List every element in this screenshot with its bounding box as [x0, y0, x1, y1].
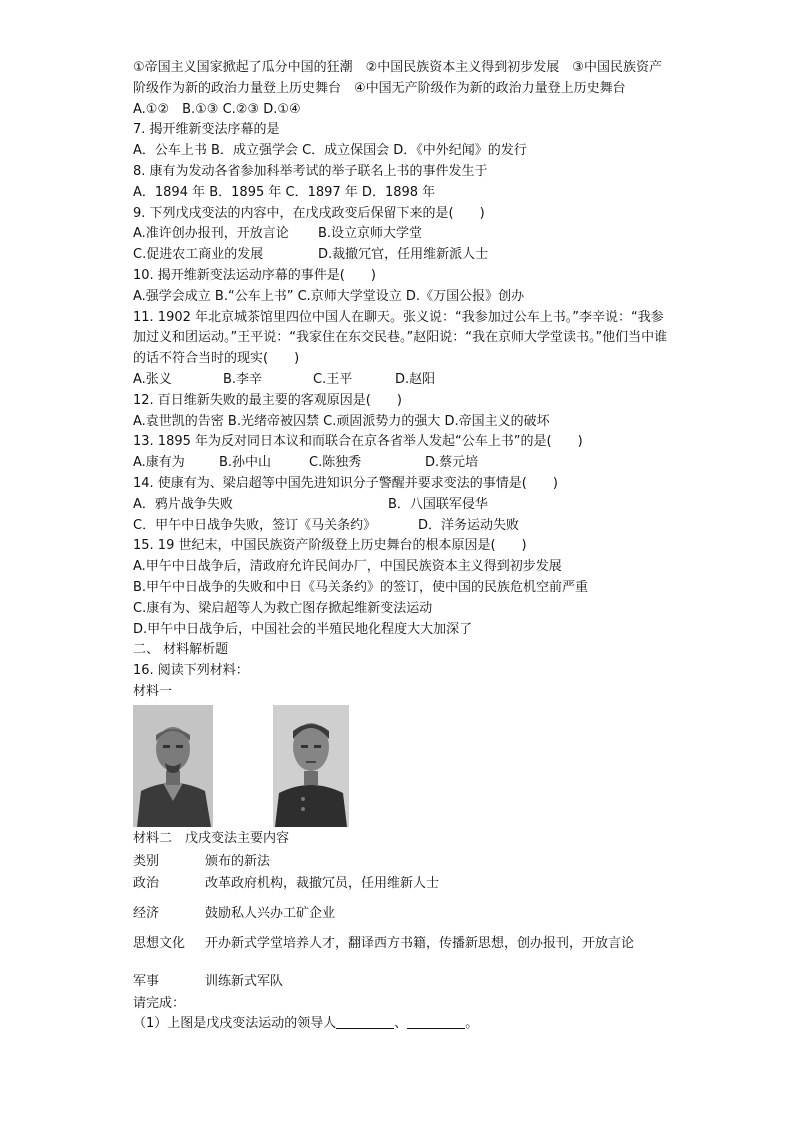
portrait-right-image — [273, 705, 349, 827]
q15-option-d: D.甲午中日战争后，中国社会的半殖民地化程度大大加深了 — [133, 621, 473, 637]
q13-option-c: C.陈独秀 — [309, 455, 362, 471]
material1-label: 材料一 — [133, 683, 173, 699]
document-page — [133, 58, 673, 1035]
table-cell-category: 政治 — [133, 875, 160, 891]
table-row — [133, 972, 673, 994]
table-row — [133, 934, 673, 972]
table-header-row — [133, 852, 673, 874]
table-row — [133, 874, 673, 904]
q14-stem: 14. 使康有为、梁启超等中国先进知识分子警醒并要求变法的事情是( ) — [133, 475, 558, 491]
q11-option-b: B.李辛 — [223, 371, 263, 387]
table-cell-category: 军事 — [133, 973, 160, 989]
q7-stem: 7. 揭开维新变法序幕的是 — [133, 122, 280, 138]
portrait-photo-left — [133, 705, 213, 827]
q16-sub1 — [133, 1014, 673, 1035]
instruction-label: 请完成： — [133, 995, 186, 1011]
answer-blank-1[interactable] — [336, 1014, 394, 1029]
table-row — [133, 904, 673, 934]
q11-options — [133, 370, 673, 391]
section-heading: 二、 材料解析题 — [133, 642, 229, 658]
material2-label: 材料二 戊戌变法主要内容 — [133, 830, 290, 846]
table-header-category: 类别 — [133, 853, 160, 869]
q7-options: A．公车上书 B．成立强学会 C．成立保国会 D．《中外纪闻》的发行 — [133, 143, 527, 159]
q9-option-c: C.促进农工商业的发展 — [133, 247, 264, 263]
q8-options: A．1894 年 B．1895 年 C．1897 年 D．1898 年 — [133, 184, 436, 200]
q8-stem: 8. 康有为发动各省参加科举考试的举子联名上书的事件发生于 — [133, 163, 488, 179]
q15-option-b: B.甲午中日战争的失败和中日《马关条约》的签订，使中国的民族危机空前严重 — [133, 579, 589, 595]
q15-option-c: C.康有为、梁启超等人为救亡图存掀起维新变法运动 — [133, 600, 433, 616]
table-cell-category: 经济 — [133, 905, 160, 921]
q13-option-a: A.康有为 — [133, 455, 185, 471]
q9-options-row2 — [133, 245, 673, 266]
table-cell-content: 训练新式军队 — [205, 973, 284, 989]
portrait-photo-right — [273, 705, 349, 827]
q6-options: A.①② B.①③ C.②③ D.①④ — [133, 101, 301, 117]
q16-sub1-separator: 、 — [394, 1016, 408, 1032]
q11-option-c: C.王平 — [313, 371, 353, 387]
q15-stem: 15. 19 世纪末，中国民族资产阶级登上历史舞台的根本原因是( ) — [133, 538, 527, 554]
q14-option-d: D．洋务运动失败 — [418, 517, 520, 533]
reform-content-table — [133, 852, 673, 994]
q11-option-d: D.赵阳 — [395, 371, 436, 387]
q9-option-b: B.设立京师大学堂 — [318, 226, 423, 242]
q15-option-a: A.甲午中日战争后，清政府允许民间办厂，中国民族资本主义得到初步发展 — [133, 559, 562, 575]
q11-option-a: A.张义 — [133, 371, 172, 387]
q13-option-b: B.孙中山 — [219, 455, 272, 471]
q10-options: A.强学会成立 B.“公车上书” C.京师大学堂设立 D.《万国公报》创办 — [133, 288, 525, 304]
q14-options-row2 — [133, 516, 673, 537]
table-cell-category: 思想文化 — [133, 935, 186, 951]
q16-sub1-text: （1）上图是戊戌变法运动的领导人 — [133, 1016, 337, 1032]
q14-option-b: B．八国联军侵华 — [388, 496, 488, 512]
portrait-left-image — [133, 705, 213, 827]
table-cell-content: 鼓励私人兴办工矿企业 — [205, 905, 336, 921]
q14-option-c: C．甲午中日战争失败，签订《马关条约》 — [133, 517, 377, 533]
q13-options — [133, 453, 673, 474]
q9-stem: 9. 下列戊戌变法的内容中，在戊戌政变后保留下来的是( ) — [133, 205, 485, 221]
q10-stem: 10. 揭开维新变法运动序幕的事件是( ) — [133, 267, 376, 283]
q9-option-a: A.准许创办报刊，开放言论 — [133, 226, 289, 242]
q9-options-row1 — [133, 224, 673, 245]
q12-options: A.袁世凯的告密 B.光绪帝被囚禁 C.顽固派势力的强大 D.帝国主义的破坏 — [133, 413, 550, 429]
q16-stem: 16. 阅读下列材料： — [133, 663, 249, 679]
q16-sub1-end: 。 — [465, 1016, 479, 1032]
q6-statements: ①帝国主义国家掀起了瓜分中国的狂潮 ②中国民族资本主义得到初步发展 ③中国民族资产阶级作为新的政治力量登上历史舞台 ④中国无产阶级作为新的政治力量登上历史舞台 — [133, 60, 662, 96]
q13-stem: 13. 1895 年为反对同日本议和而联合在京各省举人发起“公车上书”的是( ) — [133, 434, 583, 450]
q14-options-row1 — [133, 495, 673, 516]
q13-option-d: D.蔡元培 — [425, 455, 479, 471]
table-header-laws: 颁布的新法 — [205, 853, 271, 869]
q14-option-a: A．鸦片战争失败 — [133, 496, 233, 512]
q12-stem: 12. 百日维新失败的最主要的客观原因是( ) — [133, 392, 402, 408]
q11-stem: 11. 1902 年北京城茶馆里四位中国人在聊天。张义说：“我参加过公车上书。”李辛说：“我参加过义和团运动。”王平说：“我家住在东交民巷。”赵阳说：“我在京师大学堂读书。”他们当中谁的话不符合当时的现实( ) — [133, 309, 668, 367]
material1-photos — [133, 705, 673, 829]
q9-option-d: D.裁撤冗官，任用维新派人士 — [318, 247, 489, 263]
answer-blank-2[interactable] — [407, 1014, 465, 1029]
table-cell-content: 开办新式学堂培养人才，翻译西方书籍，传播新思想，创办报刊，开放言论 — [205, 935, 635, 951]
table-cell-content: 改革政府机构，裁撤冗员，任用维新人士 — [205, 875, 440, 891]
